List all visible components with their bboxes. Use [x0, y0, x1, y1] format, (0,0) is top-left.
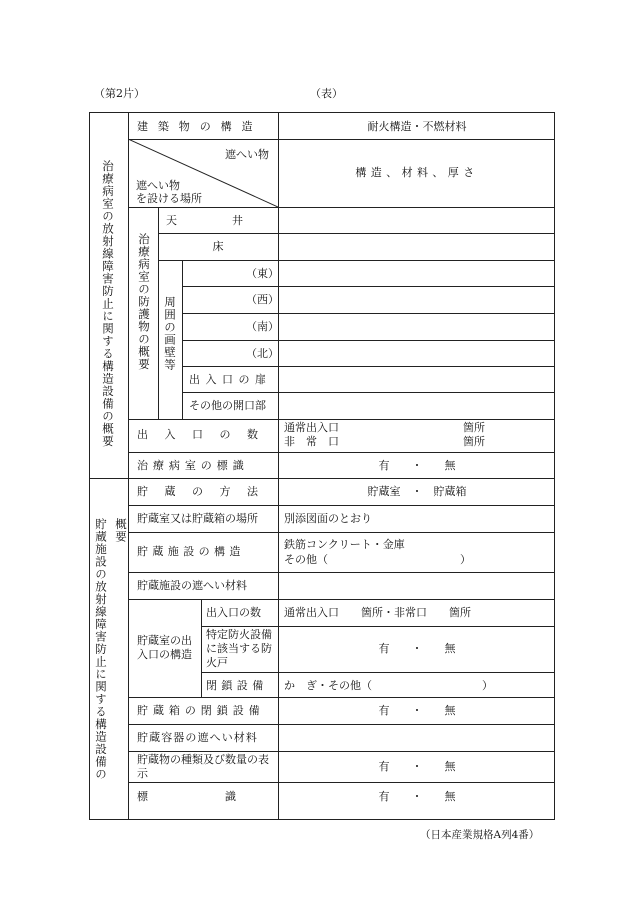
unit-emergency: 箇所	[463, 435, 485, 448]
normal-entrance-label: 通常出入口	[284, 421, 339, 434]
page-side: （表）	[310, 87, 343, 100]
building-structure-label: 建築物の構造	[137, 120, 263, 133]
structure-value-1: 鉄筋コンクリート・金庫	[284, 538, 405, 551]
entrance-structure-label: 貯蔵室の出入口の構造	[137, 634, 192, 661]
building-structure-value: 耐火構造・不燃材料	[367, 120, 467, 133]
kind-label: 貯蔵物の種類及び数量の表示	[137, 753, 269, 780]
section2-title: 貯蔵施設の放射線障害防止に関する構造設備の	[94, 518, 108, 781]
sheet-number: （第2片）	[94, 87, 145, 100]
location-value: 別添図面のとおり	[284, 512, 372, 525]
section1-title: 治療病室の放射線障害防止に関する構造設備の概要	[101, 160, 115, 448]
closing-value: か ぎ・その他（ ）	[284, 679, 493, 692]
structure-label: 貯蔵施設の構造	[137, 545, 245, 558]
mark-label: 標 識	[137, 790, 236, 803]
section2-title-end: 概要	[114, 518, 128, 543]
storage-method-label: 貯蔵の方法	[137, 485, 275, 498]
column-header: 構造、材料、厚さ	[355, 166, 479, 179]
fire-door-value: 有 ・ 無	[378, 642, 456, 655]
west-label: （西）	[246, 293, 279, 306]
other-opening-label: その他の開口部	[189, 399, 266, 412]
sign-value: 有 ・ 無	[378, 459, 456, 472]
south-label: （南）	[246, 320, 279, 333]
entrance-count-value: 通常出入口 箇所・非常口 箇所	[284, 606, 471, 619]
entrances-label: 出入口の数	[137, 428, 275, 441]
mark-value: 有 ・ 無	[378, 790, 456, 803]
location-label: 貯蔵室又は貯蔵箱の場所	[137, 512, 258, 525]
storage-method-value: 貯蔵室 ・ 貯蔵箱	[367, 485, 467, 498]
unit-normal: 箇所	[463, 421, 485, 434]
diag-shield-label: 遮へい物	[225, 148, 269, 161]
north-label: （北）	[246, 347, 279, 360]
fire-door-label: 特定防火設備に該当する防火戸	[206, 628, 272, 669]
sign-label: 治療病室の標識	[137, 459, 249, 472]
container-shield-label: 貯蔵容器の遮へい材料	[137, 731, 258, 744]
kind-value: 有 ・ 無	[378, 760, 456, 773]
entrance-count-label: 出入口の数	[206, 606, 261, 619]
structure-value-2: その他（ ）	[284, 553, 471, 566]
door-label: 出入口の扉	[189, 373, 272, 386]
box-closing-label: 貯蔵箱の閉鎖設備	[137, 704, 265, 717]
floor-label: 床	[212, 240, 224, 253]
shield-material-label: 貯蔵施設の遮へい材料	[137, 579, 247, 592]
ceiling-label: 天 井	[166, 214, 243, 227]
protect-title: 治療病室の防護物の概要	[137, 233, 151, 371]
walls-title: 周囲の画壁等	[163, 296, 177, 371]
emergency-exit-label: 非 常 口	[284, 435, 339, 448]
paper-size-note: （日本産業規格A列4番）	[420, 829, 540, 841]
diag-location-label: 遮へい物 を設ける場所	[136, 179, 202, 205]
east-label: （東）	[246, 267, 279, 280]
box-closing-value: 有 ・ 無	[378, 704, 456, 717]
closing-label: 閉鎖設備	[206, 679, 268, 692]
